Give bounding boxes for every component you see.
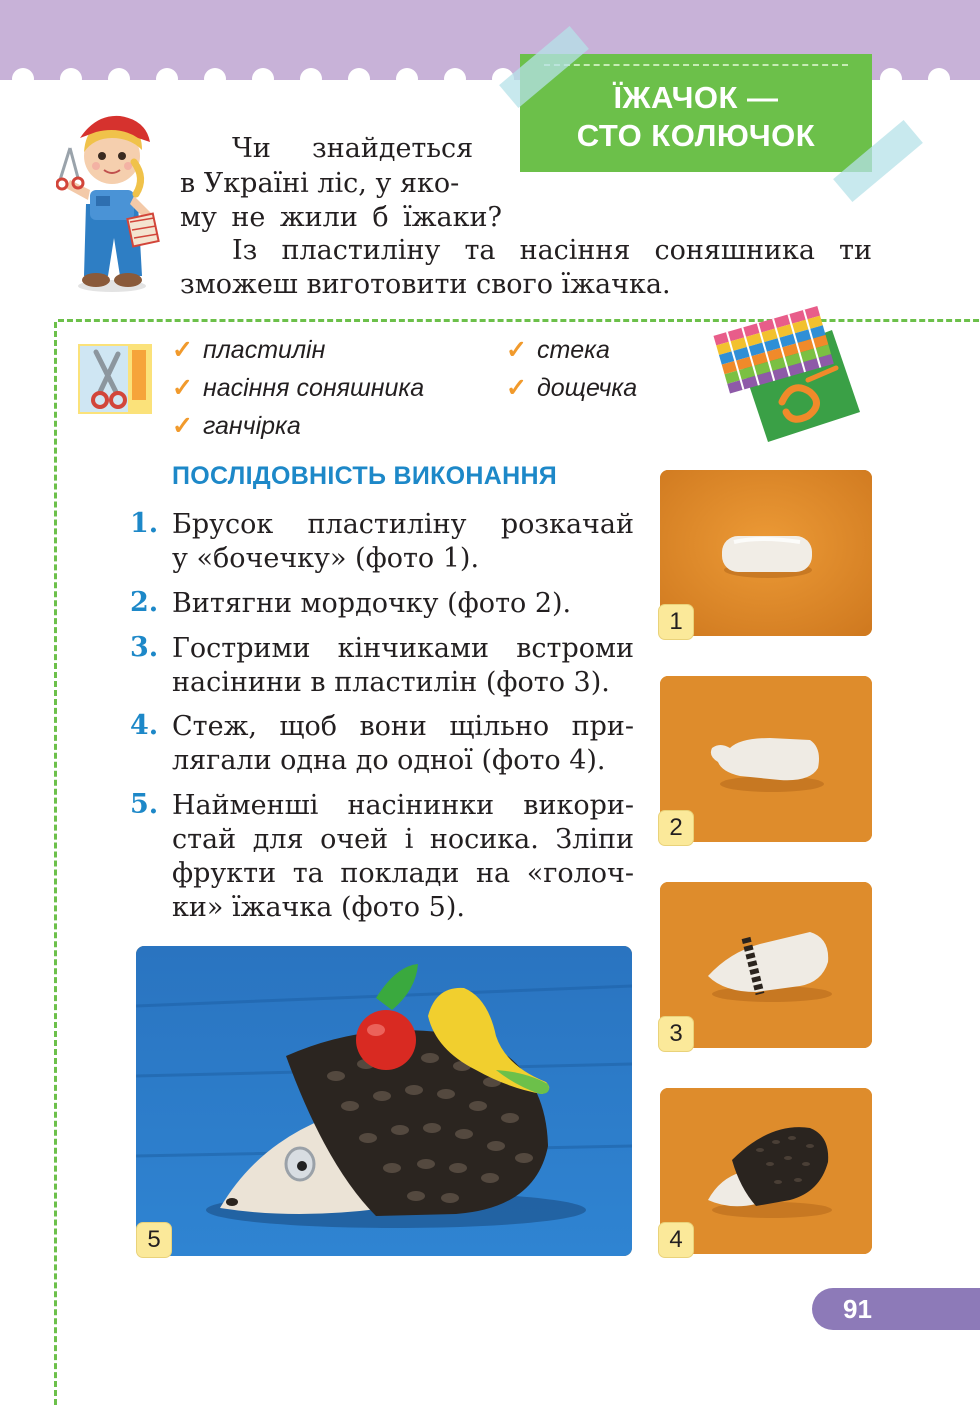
step-line: Стеж, щоб вони щільно при- bbox=[172, 711, 634, 742]
step-line: Гострими кінчиками встроми bbox=[172, 633, 634, 664]
material-label: ганчірка bbox=[202, 412, 301, 440]
step-line: Найменші насінинки викори- bbox=[172, 790, 634, 821]
intro-word-chy: Чи bbox=[232, 133, 271, 164]
intro-line-4: Із пластиліну та насіння соняшника ти bbox=[232, 235, 872, 266]
photo-label: 5 bbox=[136, 1222, 172, 1258]
step-number: 4. bbox=[130, 710, 159, 741]
step-line: лягали одна до одної (фото 4). bbox=[172, 745, 606, 776]
photo-label: 2 bbox=[658, 810, 694, 846]
frame-left-border bbox=[54, 322, 57, 1405]
photo-5-image bbox=[136, 946, 632, 1256]
step-line: насінини в пластилін (фото 3). bbox=[172, 667, 610, 698]
page-number: 91 bbox=[843, 1294, 872, 1324]
check-icon: ✓ bbox=[506, 374, 527, 402]
title-line-2: СТО КОЛЮЧОК bbox=[576, 118, 816, 153]
step-line: ки» їжачка (фото 5). bbox=[172, 892, 465, 923]
band-dot bbox=[348, 68, 370, 90]
band-dot bbox=[60, 68, 82, 90]
material-item bbox=[172, 373, 424, 403]
title-line-1: ЇЖАЧОК — bbox=[613, 80, 779, 115]
band-dot bbox=[444, 68, 466, 90]
band-dot bbox=[12, 68, 34, 90]
material-item bbox=[172, 411, 301, 441]
step-number: 3. bbox=[130, 632, 159, 663]
band-dot bbox=[880, 68, 902, 90]
step-line: стай для очей і носика. Зліпи bbox=[172, 824, 634, 855]
step-line: фрукти та поклади на «голоч- bbox=[172, 858, 634, 889]
step-line: Брусок пластиліну розкачай bbox=[172, 509, 634, 540]
intro-line-5: зможеш виготовити свого їжачка. bbox=[180, 269, 671, 300]
steps-heading: ПОСЛІДОВНІСТЬ ВИКОНАННЯ bbox=[172, 462, 558, 490]
material-item bbox=[172, 335, 325, 365]
title-dashed-line bbox=[544, 64, 848, 66]
band-dot bbox=[252, 68, 274, 90]
material-label: пластилін bbox=[202, 336, 326, 364]
material-label: дощечка bbox=[536, 374, 638, 402]
girl-illustration bbox=[56, 108, 168, 296]
band-dot bbox=[396, 68, 418, 90]
band-dot bbox=[156, 68, 178, 90]
intro-line-3: му не жили б їжаки? bbox=[180, 202, 502, 233]
check-icon: ✓ bbox=[172, 412, 193, 440]
page-number-badge bbox=[812, 1288, 980, 1330]
photo-5 bbox=[136, 946, 632, 1256]
step-number: 2. bbox=[130, 587, 159, 618]
plasticine-board-icon bbox=[712, 294, 862, 444]
material-item bbox=[506, 373, 637, 403]
title-card bbox=[520, 54, 872, 172]
step-line: у «бочечку» (фото 1). bbox=[172, 543, 480, 574]
intro-line-2: в Україні ліс, у яко- bbox=[180, 168, 460, 199]
intro-word-znaidetsia: знайдеться bbox=[312, 133, 474, 164]
step-line: Витягни мордочку (фото 2). bbox=[172, 588, 572, 619]
check-icon: ✓ bbox=[172, 374, 193, 402]
material-label: насіння соняшника bbox=[202, 374, 425, 402]
check-icon: ✓ bbox=[506, 336, 527, 364]
step-number: 1. bbox=[130, 508, 159, 539]
band-dot bbox=[928, 68, 950, 90]
band-dot bbox=[108, 68, 130, 90]
step-number: 5. bbox=[130, 789, 159, 820]
photo-label: 4 bbox=[658, 1222, 694, 1258]
photo-label: 1 bbox=[658, 604, 694, 640]
band-dot bbox=[300, 68, 322, 90]
band-dot bbox=[204, 68, 226, 90]
photo-label: 3 bbox=[658, 1016, 694, 1052]
material-item bbox=[506, 335, 610, 365]
check-icon: ✓ bbox=[172, 336, 193, 364]
material-label: стека bbox=[536, 336, 610, 364]
tools-icon bbox=[78, 344, 152, 414]
